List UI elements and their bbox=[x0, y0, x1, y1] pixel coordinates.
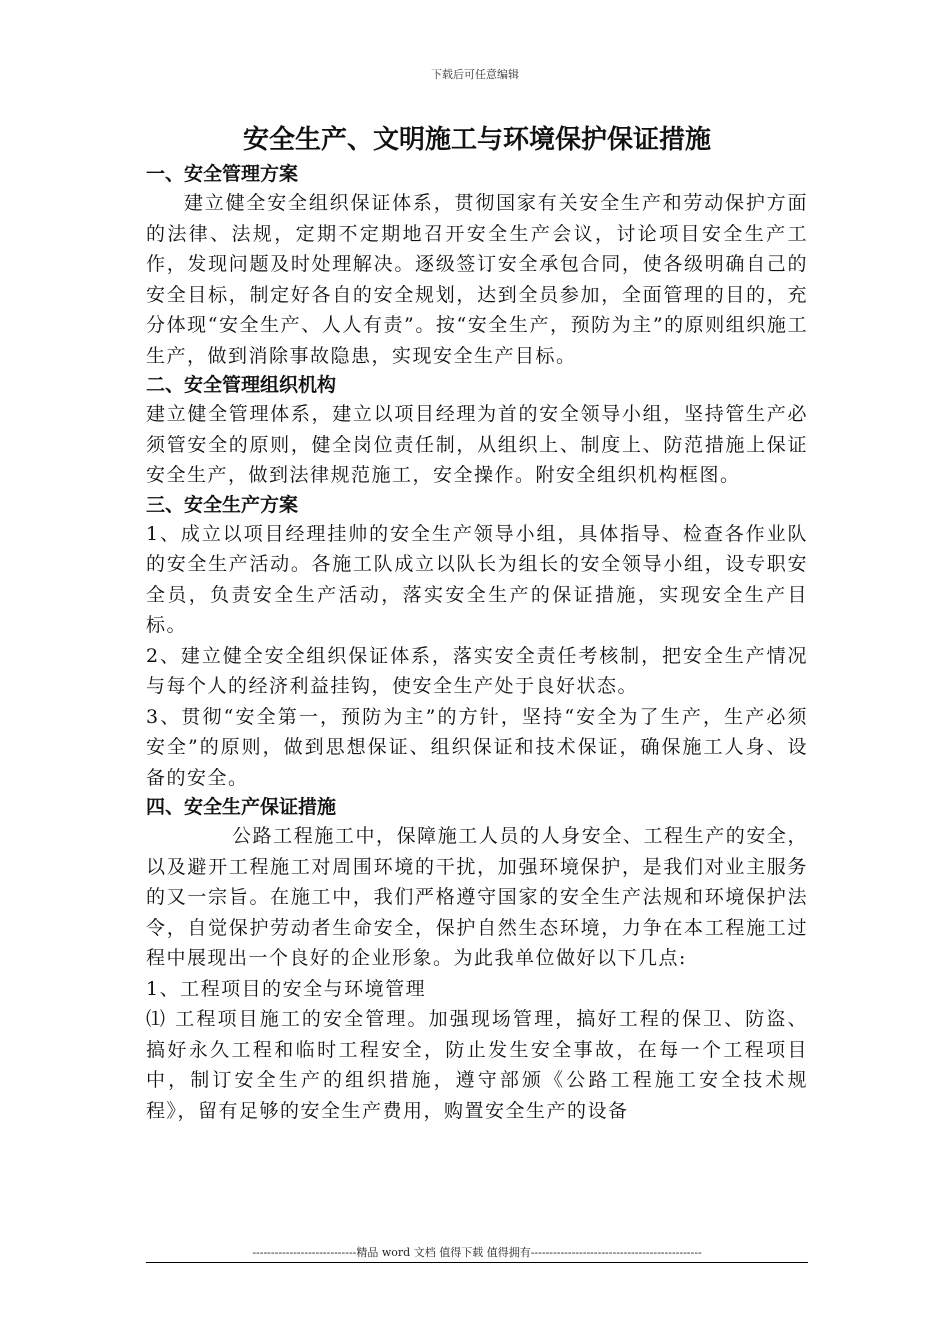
section-heading: 三、安全生产方案 bbox=[146, 493, 299, 516]
section-1 bbox=[146, 160, 808, 371]
footer-divider bbox=[146, 1262, 808, 1263]
section-4 bbox=[146, 793, 808, 1126]
document-page bbox=[146, 120, 808, 1126]
section-2 bbox=[146, 371, 808, 491]
paragraph: ⑴ 工程项目施工的安全管理。加强现场管理，搞好工程的保卫、防盗、搞好永久工程和临时工程安全，防止发生安全事故，在每一个工程项目中，制订安全生产的组织措施，遵守部颁《公路工程施工安全技术规程》，留有足够的安全生产费用，购置安全生产的设备 bbox=[146, 1008, 808, 1122]
paragraph: 建立健全安全组织保证体系，贯彻国家有关安全生产和劳动保护方面的法律、法规，定期不定期地召开安全生产会议，讨论项目安全生产工作，发现问题及时处理解决。逐级签订安全承包合同，使各级明确自己的安全目标，制定好各自的安全规划，达到全员参加，全面管理的目的，充分体现“安全生产、人人有责”。按“安全生产，预防为主”的原则组织施工生产，做到消除事故隐患，实现安全生产目标。 bbox=[146, 192, 808, 367]
section-3 bbox=[146, 491, 808, 794]
paragraph: 公路工程施工中，保障施工人员的人身安全、工程生产的安全，以及避开工程施工对周围环境的干扰，加强环境保护，是我们对业主服务的又一宗旨。在施工中，我们严格遵守国家的安全生产法规和环境保护法令，自觉保护劳动者生命安全，保护自然生态环境，力争在本工程施工过程中展现出一个良好的企业形象。为此我单位做好以下几点: bbox=[146, 825, 808, 969]
document-title: 安全生产、文明施工与环境保护保证措施 bbox=[242, 125, 711, 155]
section-heading: 一、安全管理方案 bbox=[146, 163, 299, 185]
section-heading: 四、安全生产保证措施 bbox=[146, 796, 337, 818]
paragraph: 3、贯彻“安全第一，预防为主”的方针，坚持“安全为了生产，生产必须安全”的原则，做到思想保证、组织保证和技术保证，确保施工人身、设备的安全。 bbox=[146, 705, 808, 789]
header-note: 下载后可任意编辑 bbox=[431, 68, 519, 81]
paragraph: 建立健全管理体系，建立以项目经理为首的安全领导小组，坚持管生产必须管安全的原则，健全岗位责任制，从组织上、制度上、防范措施上保证安全生产，做到法律规范施工，安全操作。附安全组织机构框图。 bbox=[146, 403, 808, 486]
footer-note: ----------------------------精品 word 文档 值得下载 值得拥有---------------------------------------------- bbox=[252, 1246, 702, 1259]
section-heading: 二、安全管理组织机构 bbox=[146, 374, 337, 396]
paragraph: 2、建立健全安全组织保证体系，落实安全责任考核制，把安全生产情况与每个人的经济利益挂钩，使安全生产处于良好状态。 bbox=[146, 644, 808, 697]
paragraph: 1、成立以项目经理挂帅的安全生产领导小组，具体指导、检查各作业队的安全生产活动。各施工队成立以队长为组长的安全领导小组，设专职安全员，负责安全生产活动，落实安全生产的保证措施，实现安全生产目标。 bbox=[146, 522, 808, 636]
paragraph: 1、工程项目的安全与环境管理 bbox=[146, 977, 427, 1000]
